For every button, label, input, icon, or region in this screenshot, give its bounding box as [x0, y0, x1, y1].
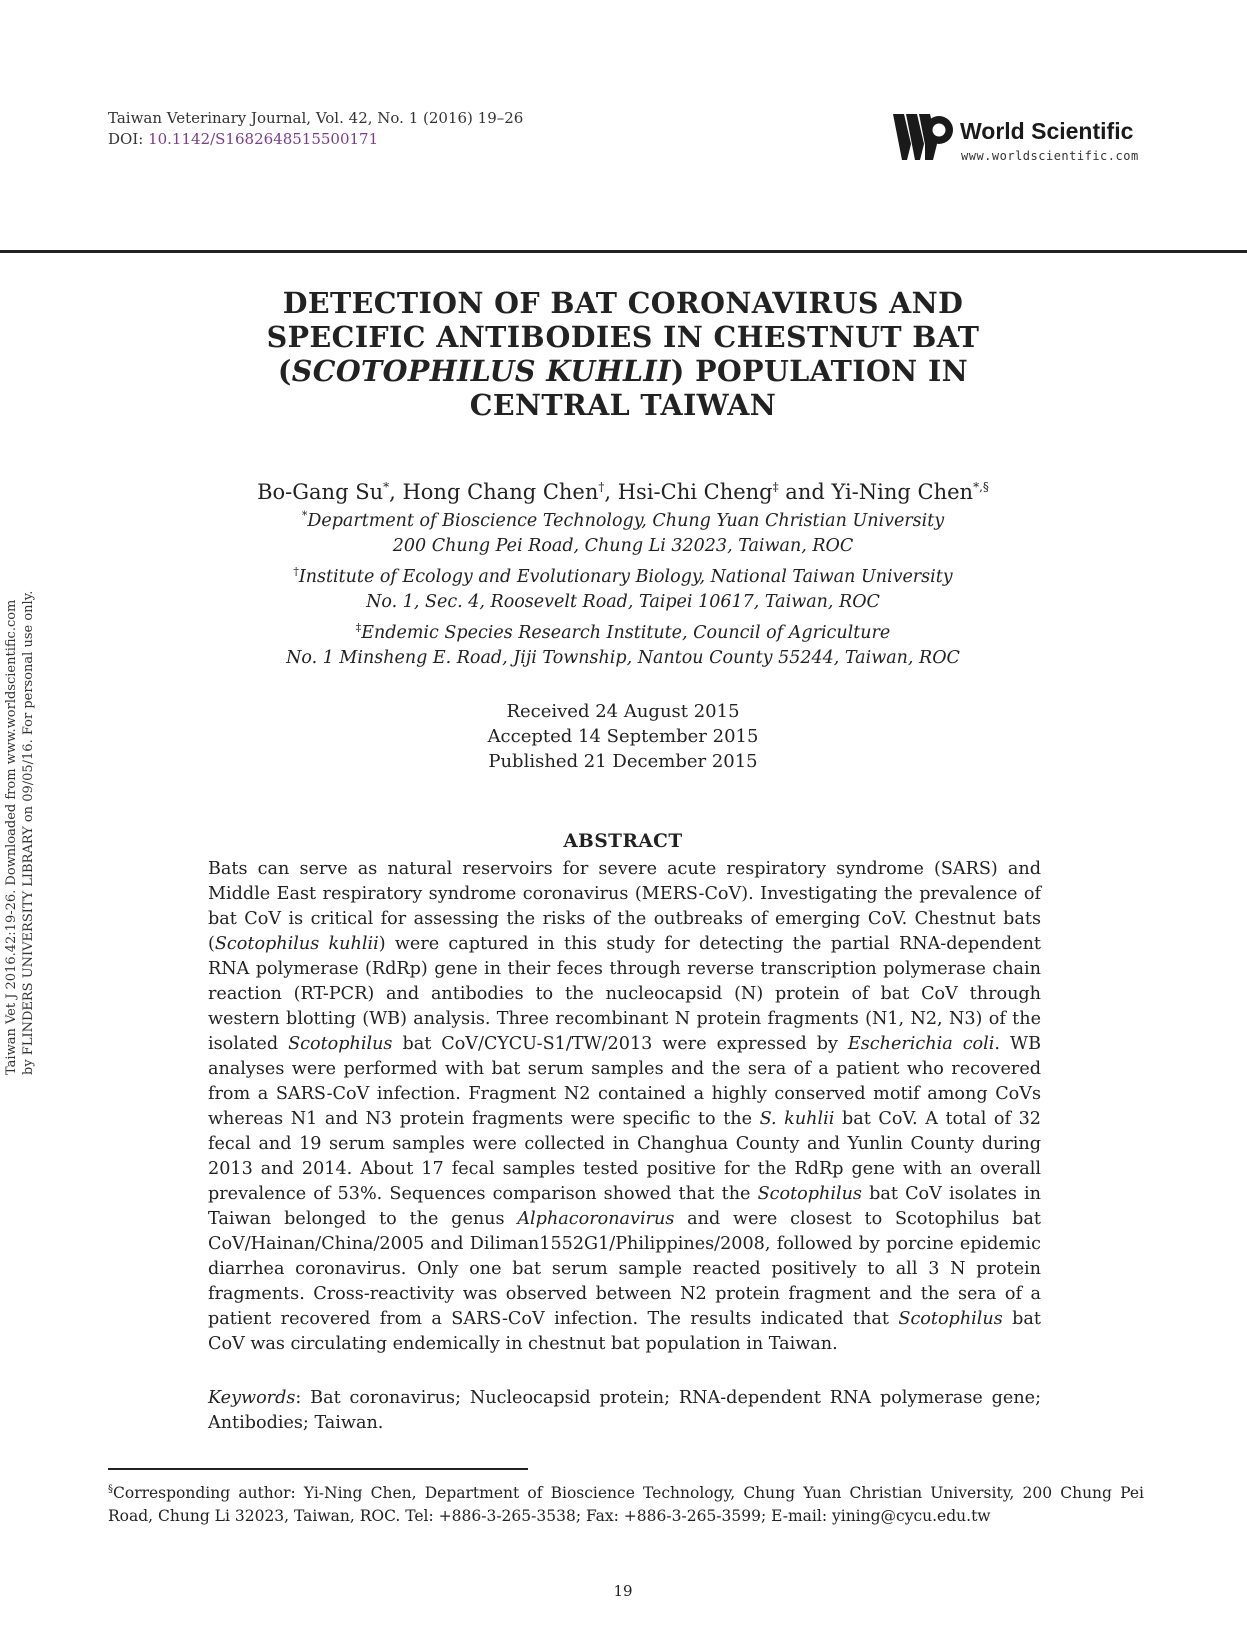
title-line-4: CENTRAL TAIWAN [469, 388, 777, 422]
publication-dates [108, 699, 1138, 774]
author-4: and Yi-Ning Chen [778, 480, 974, 504]
download-notice-line-1: Taiwan Vet J 2016.42:19-26. Downloaded from www.worldscientific.com [4, 599, 19, 1075]
keywords [208, 1386, 1041, 1436]
received-date: Received 24 August 2015 [506, 701, 740, 722]
abstract-body: Bats can serve as natural reservoirs for severe acute respiratory syndrome (SARS) and Middle East respiratory syndrome coronavirus (MERS-CoV). Investigating the prevalence of bat CoV is critical for assessing the risks of the outbreaks of emerging CoV. Chestnut bats (Scotophilus kuhlii) were captured in this study for detecting the partial RNA-dependent RNA polymerase (RdRp) gene in their feces through reverse transcription polymerase chain reaction (RT-PCR) and antibodies to the nucleocapsid (N) protein of bat CoV through western blotting (WB) analysis. Three recombinant N protein fragments (N1, N2, N3) of the isolated Scotophilus bat CoV/CYCU-S1/TW/2013 were expressed by Escherichia coli. WB analyses were performed with bat serum samples and the sera of a patient who recovered from a SARS-CoV infection. Fragment N2 contained a highly conserved motif among CoVs whereas N1 and N3 protein fragments were specific to the S. kuhlii bat CoV. A total of 32 fecal and 19 serum samples were collected in Changhua County and Yunlin County during 2013 and 2014. About 17 fecal samples tested positive for the RdRp gene with an overall prevalence of 53%. Sequences comparison showed that the Scotophilus bat CoV isolates in Taiwan belonged to the genus Alphacoronavirus and were closest to Scotophilus bat CoV/Hainan/China/2005 and Diliman1552G1/Philippines/2008, followed by porcine epidemic diarrhea coronavirus. Only one bat serum sample reacted positively to all 3 N protein fragments. Cross-reactivity was observed between N2 protein fragment and the sera of a patient recovered from a SARS-CoV infection. The results indicated that Scotophilus bat CoV was circulating endemically in chestnut bat population in Taiwan. [208, 859, 1041, 1354]
abstract-heading: ABSTRACT [563, 831, 683, 852]
author-1: Bo-Gang Su [257, 480, 384, 504]
article-title [208, 286, 1038, 422]
doi-label: DOI: [108, 130, 149, 148]
affiliation-3: ‡Endemic Species Research Institute, Council of Agriculture No. 1 Minsheng E. Road, Jiji Township, Nantou County 55244, Taiwan, ROC [286, 621, 960, 668]
keywords-text: : Bat coronavirus; Nucleocapsid protein; RNA-dependent RNA polymerase gene; Antibodies; Taiwan. [208, 1388, 1041, 1433]
author-3: , Hsi-Chi Cheng [604, 480, 773, 504]
world-scientific-logo-icon [893, 110, 955, 162]
species-name: SCOTOPHILUS KUHLII [291, 354, 671, 388]
affiliation-1: *Department of Bioscience Technology, Chung Yuan Christian University 200 Chung Pei Road, Chung Li 32023, Taiwan, ROC [301, 509, 945, 556]
published-date: Published 21 December 2015 [488, 751, 758, 772]
world-scientific-logo[interactable] [893, 108, 1143, 166]
title-line-1: DETECTION OF BAT CORONAVIRUS AND [282, 286, 964, 320]
affiliation-2: †Institute of Ecology and Evolutionary Biology, National Taiwan University No. 1, Sec. 4, Roosevelt Road, Taipei 10617, Taiwan, ROC [293, 565, 953, 612]
title-line-2: SPECIFIC ANTIBODIES IN CHESTNUT BAT [266, 320, 980, 354]
title-line-3: (SCOTOPHILUS KUHLII) POPULATION IN [277, 354, 969, 388]
download-notice [3, 591, 37, 1075]
journal-citation: Taiwan Veterinary Journal, Vol. 42, No. 1 (2016) 19–26 [108, 109, 524, 127]
author-2: , Hong Chang Chen [389, 480, 599, 504]
author-list: Bo-Gang Su*, Hong Chang Chen†, Hsi-Chi Cheng‡ and Yi-Ning Chen*,§ [257, 480, 989, 504]
accepted-date: Accepted 14 September 2015 [487, 726, 759, 747]
logo-url: www.worldscientific.com [961, 149, 1139, 163]
corresponding-author-footnote: §Corresponding author: Yi-Ning Chen, Department of Bioscience Technology, Chung Yuan Christian University, 200 Chung Pei Road, Chung Li 32023, Taiwan, ROC. Tel: +886-3-265-3538; Fax: +886-3-265-3599; E-mail: yining@cycu.edu.tw [108, 1484, 1144, 1526]
footnote-divider [108, 1468, 528, 1470]
page-number: 19 [613, 1582, 633, 1600]
doi-link[interactable]: 10.1142/S1682648515500171 [148, 130, 379, 148]
keywords-label: Keywords [208, 1388, 296, 1408]
doi-line [108, 129, 523, 150]
download-notice-line-2: by FLINDERS UNIVERSITY LIBRARY on 09/05/16. For personal use only. [21, 590, 36, 1075]
header-divider [0, 250, 1247, 253]
logo-title: World Scientific [960, 118, 1134, 144]
journal-header [108, 108, 523, 150]
